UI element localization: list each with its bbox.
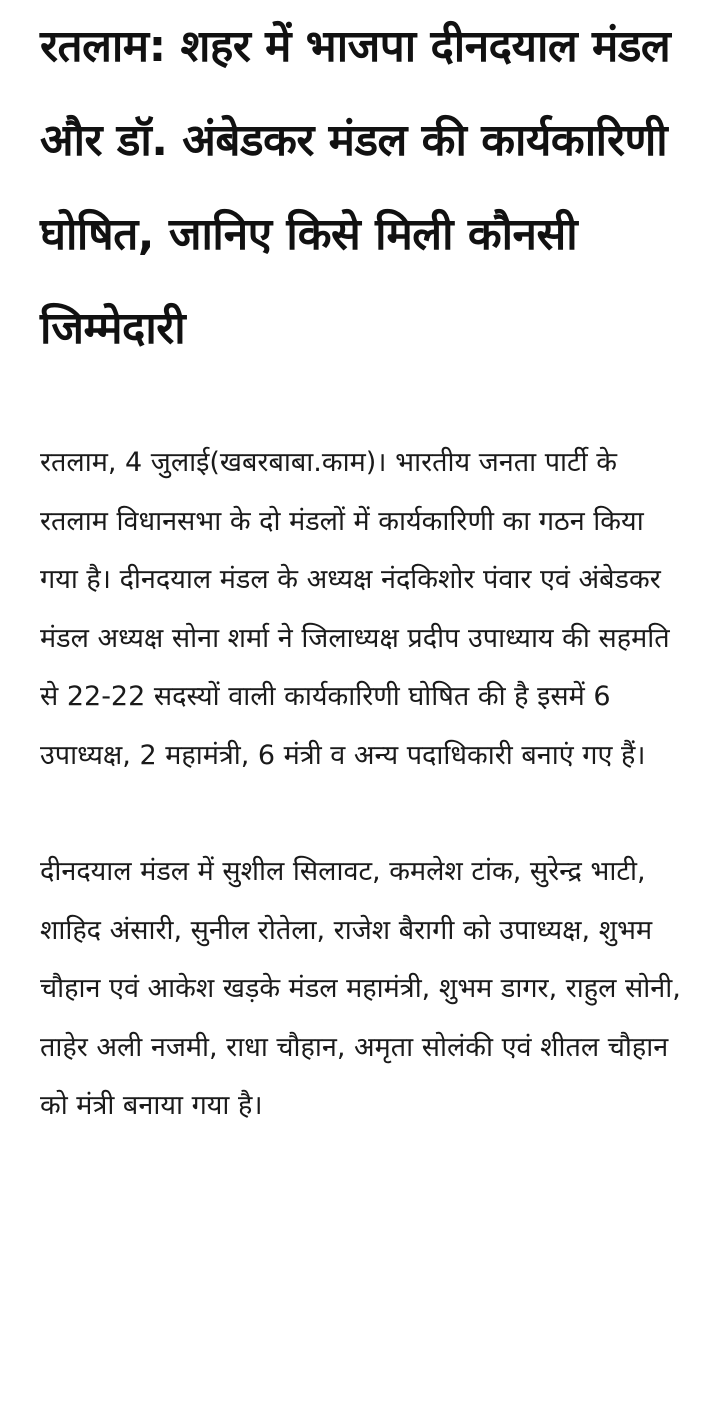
- article-paragraph-appointments: दीनदयाल मंडल में सुशील सिलावट, कमलेश टांक, सुरेन्द्र भाटी, शाहिद अंसारी, सुनील रोतेला, राजेश बैरागी को उपाध्यक्ष, शुभम चौहान एवं आकेश खड़के मंडल महामंत्री, शुभम डागर, राहुल सोनी, ताहेर अली नजमी, राधा चौहान, अमृता सोलंकी एवं शीतल चौहान को मंत्री बनाया गया है।: [40, 856, 681, 1121]
- article-headline: रतलाम: शहर में भाजपा दीनदयाल मंडल और डॉ. अंबेडकर मंडल की कार्यकारिणी घोषित, जानिए किसे मिली कौनसी जिम्मेदारी: [40, 21, 671, 354]
- news-article: [40, 0, 690, 1136]
- article-paragraph-intro: रतलाम, 4 जुलाई(खबरबाबा.काम)। भारतीय जनता पार्टी के रतलाम विधानसभा के दो मंडलों में कार्यकारिणी का गठन किया गया है। दीनदयाल मंडल के अध्यक्ष नंदकिशोर पंवार एवं अंबेडकर मंडल अध्यक्ष सोना शर्मा ने जिलाध्यक्ष प्रदीप उपाध्याय की सहमति से 22-22 सदस्यों वाली कार्यकारिणी घोषित की है इसमें 6 उपाध्यक्ष, 2 महामंत्री, 6 मंत्री व अन्य पदाधिकारी बनाएं गए हैं।: [40, 447, 670, 771]
